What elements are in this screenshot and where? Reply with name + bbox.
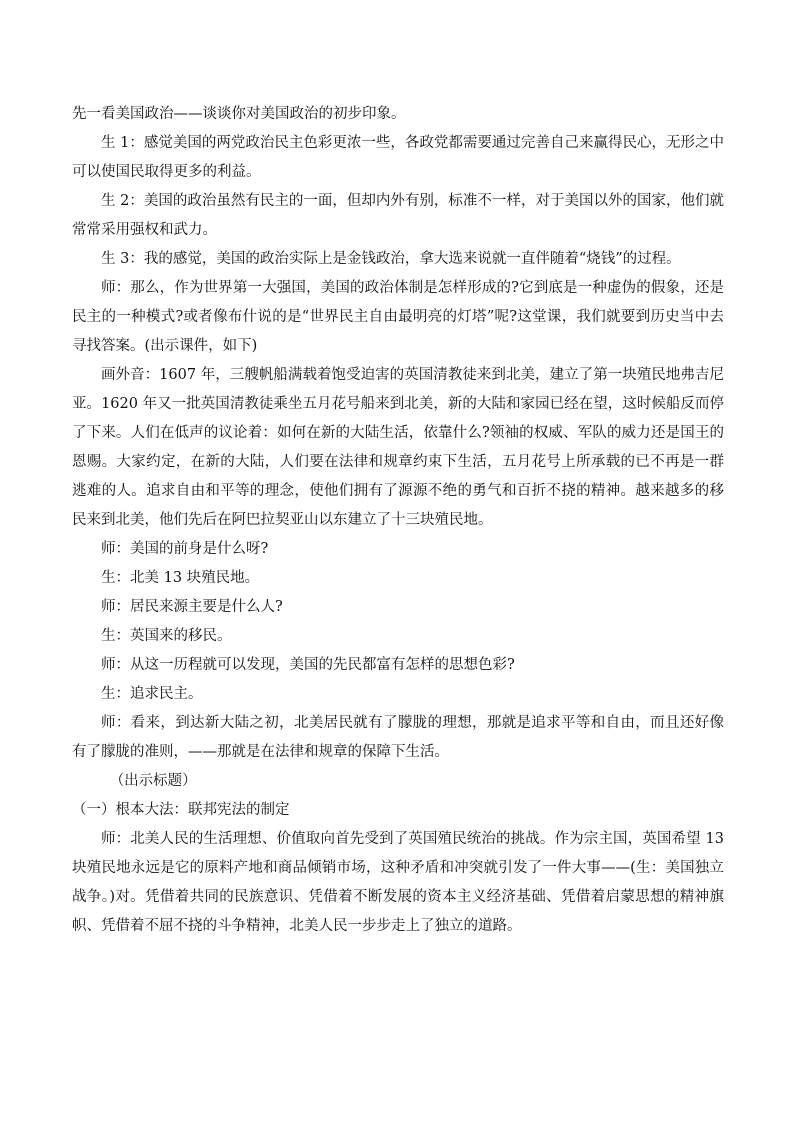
paragraph-teacher-summary: 师：看来，到达新大陆之初，北美居民就有了朦胧的理想，那就是追求平等和自由，而且还好像有了朦胧的准则，——那就是在法律和规章的保障下生活。 xyxy=(72,715,724,760)
paragraph-voiceover: 画外音：1607 年，三艘帆船满载着饱受迫害的英国清教徒来到北美，建立了第一块殖民地弗吉尼亚。1620 年又一批英国清教徒乘坐五月花号船来到北美，新的大陆和家园已经在望，这时候船反而停了下来。人们在低声的议论着：如何在新的大陆生活，依靠什么?领袖的权威、军队的威力还是国王的恩赐。大家约定，在新的大陆，人们要在法律和规章约束下生活，五月花号上所承载的已不再是一群逃难的人。追求自由和平等的理念，使他们拥有了源源不绝的勇气和百折不挠的精神。越来越多的移民来到北美，他们先后在阿巴拉契亚山以东建立了十三块殖民地。 xyxy=(72,367,724,528)
paragraph-student-3: 生 3：我的感觉，美国的政治实际上是金钱政治，拿大选来说就一直伴随着“烧钱”的过程。 xyxy=(101,251,681,267)
paragraph-teacher-question-2: 师：居民来源主要是什么人? xyxy=(101,599,283,615)
paragraph-teacher-question-1: 师：美国的前身是什么呀? xyxy=(101,541,269,557)
paragraph-student-2: 生 2：美国的政治虽然有民主的一面，但却内外有别，标准不一样，对于美国以外的国家，他们就常常采用强权和武力。 xyxy=(72,193,724,238)
paragraph-teacher-independence: 师：北美人民的生活理想、价值取向首先受到了英国殖民统治的挑战。作为宗主国，英国希望 13 块殖民地永远是它的原料产地和商品倾销市场，这种矛盾和冲突就引发了一件大事——(生：美国独立战争。)对。凭借着共同的民族意识、凭借着不断发展的资本主义经济基础、凭借着启蒙思想的精神旗帜、凭借着不屈不挠的斗争精神，北美人民一步步走上了独立的道路。 xyxy=(72,831,724,934)
paragraph-student-1: 生 1：感觉美国的两党政治民主色彩更浓一些，各政党都需要通过完善自己来赢得民心，无形之中可以使国民取得更多的利益。 xyxy=(72,135,724,180)
show-title-note: （出示标题） xyxy=(109,773,197,789)
document-page xyxy=(72,100,724,941)
section-heading: （一）根本大法：联邦宪法的制定 xyxy=(72,802,290,818)
paragraph-intro-question: 先一看美国政治——谈谈你对美国政治的初步印象。 xyxy=(72,106,406,122)
paragraph-student-answer-1: 生：北美 13 块殖民地。 xyxy=(101,570,260,586)
paragraph-teacher-question-3: 师：从这一历程就可以发现，美国的先民都富有怎样的思想色彩? xyxy=(101,657,515,673)
paragraph-student-answer-3: 生：追求民主。 xyxy=(101,686,203,702)
paragraph-teacher-intro: 师：那么，作为世界第一大强国，美国的政治体制是怎样形成的?它到底是一种虚伪的假象，还是民主的一种模式?或者像布什说的是“世界民主自由最明亮的灯塔”呢?这堂课，我们就要到历史当中去寻找答案。(出示课件，如下) xyxy=(72,280,724,354)
paragraph-student-answer-2: 生：英国来的移民。 xyxy=(101,628,232,644)
